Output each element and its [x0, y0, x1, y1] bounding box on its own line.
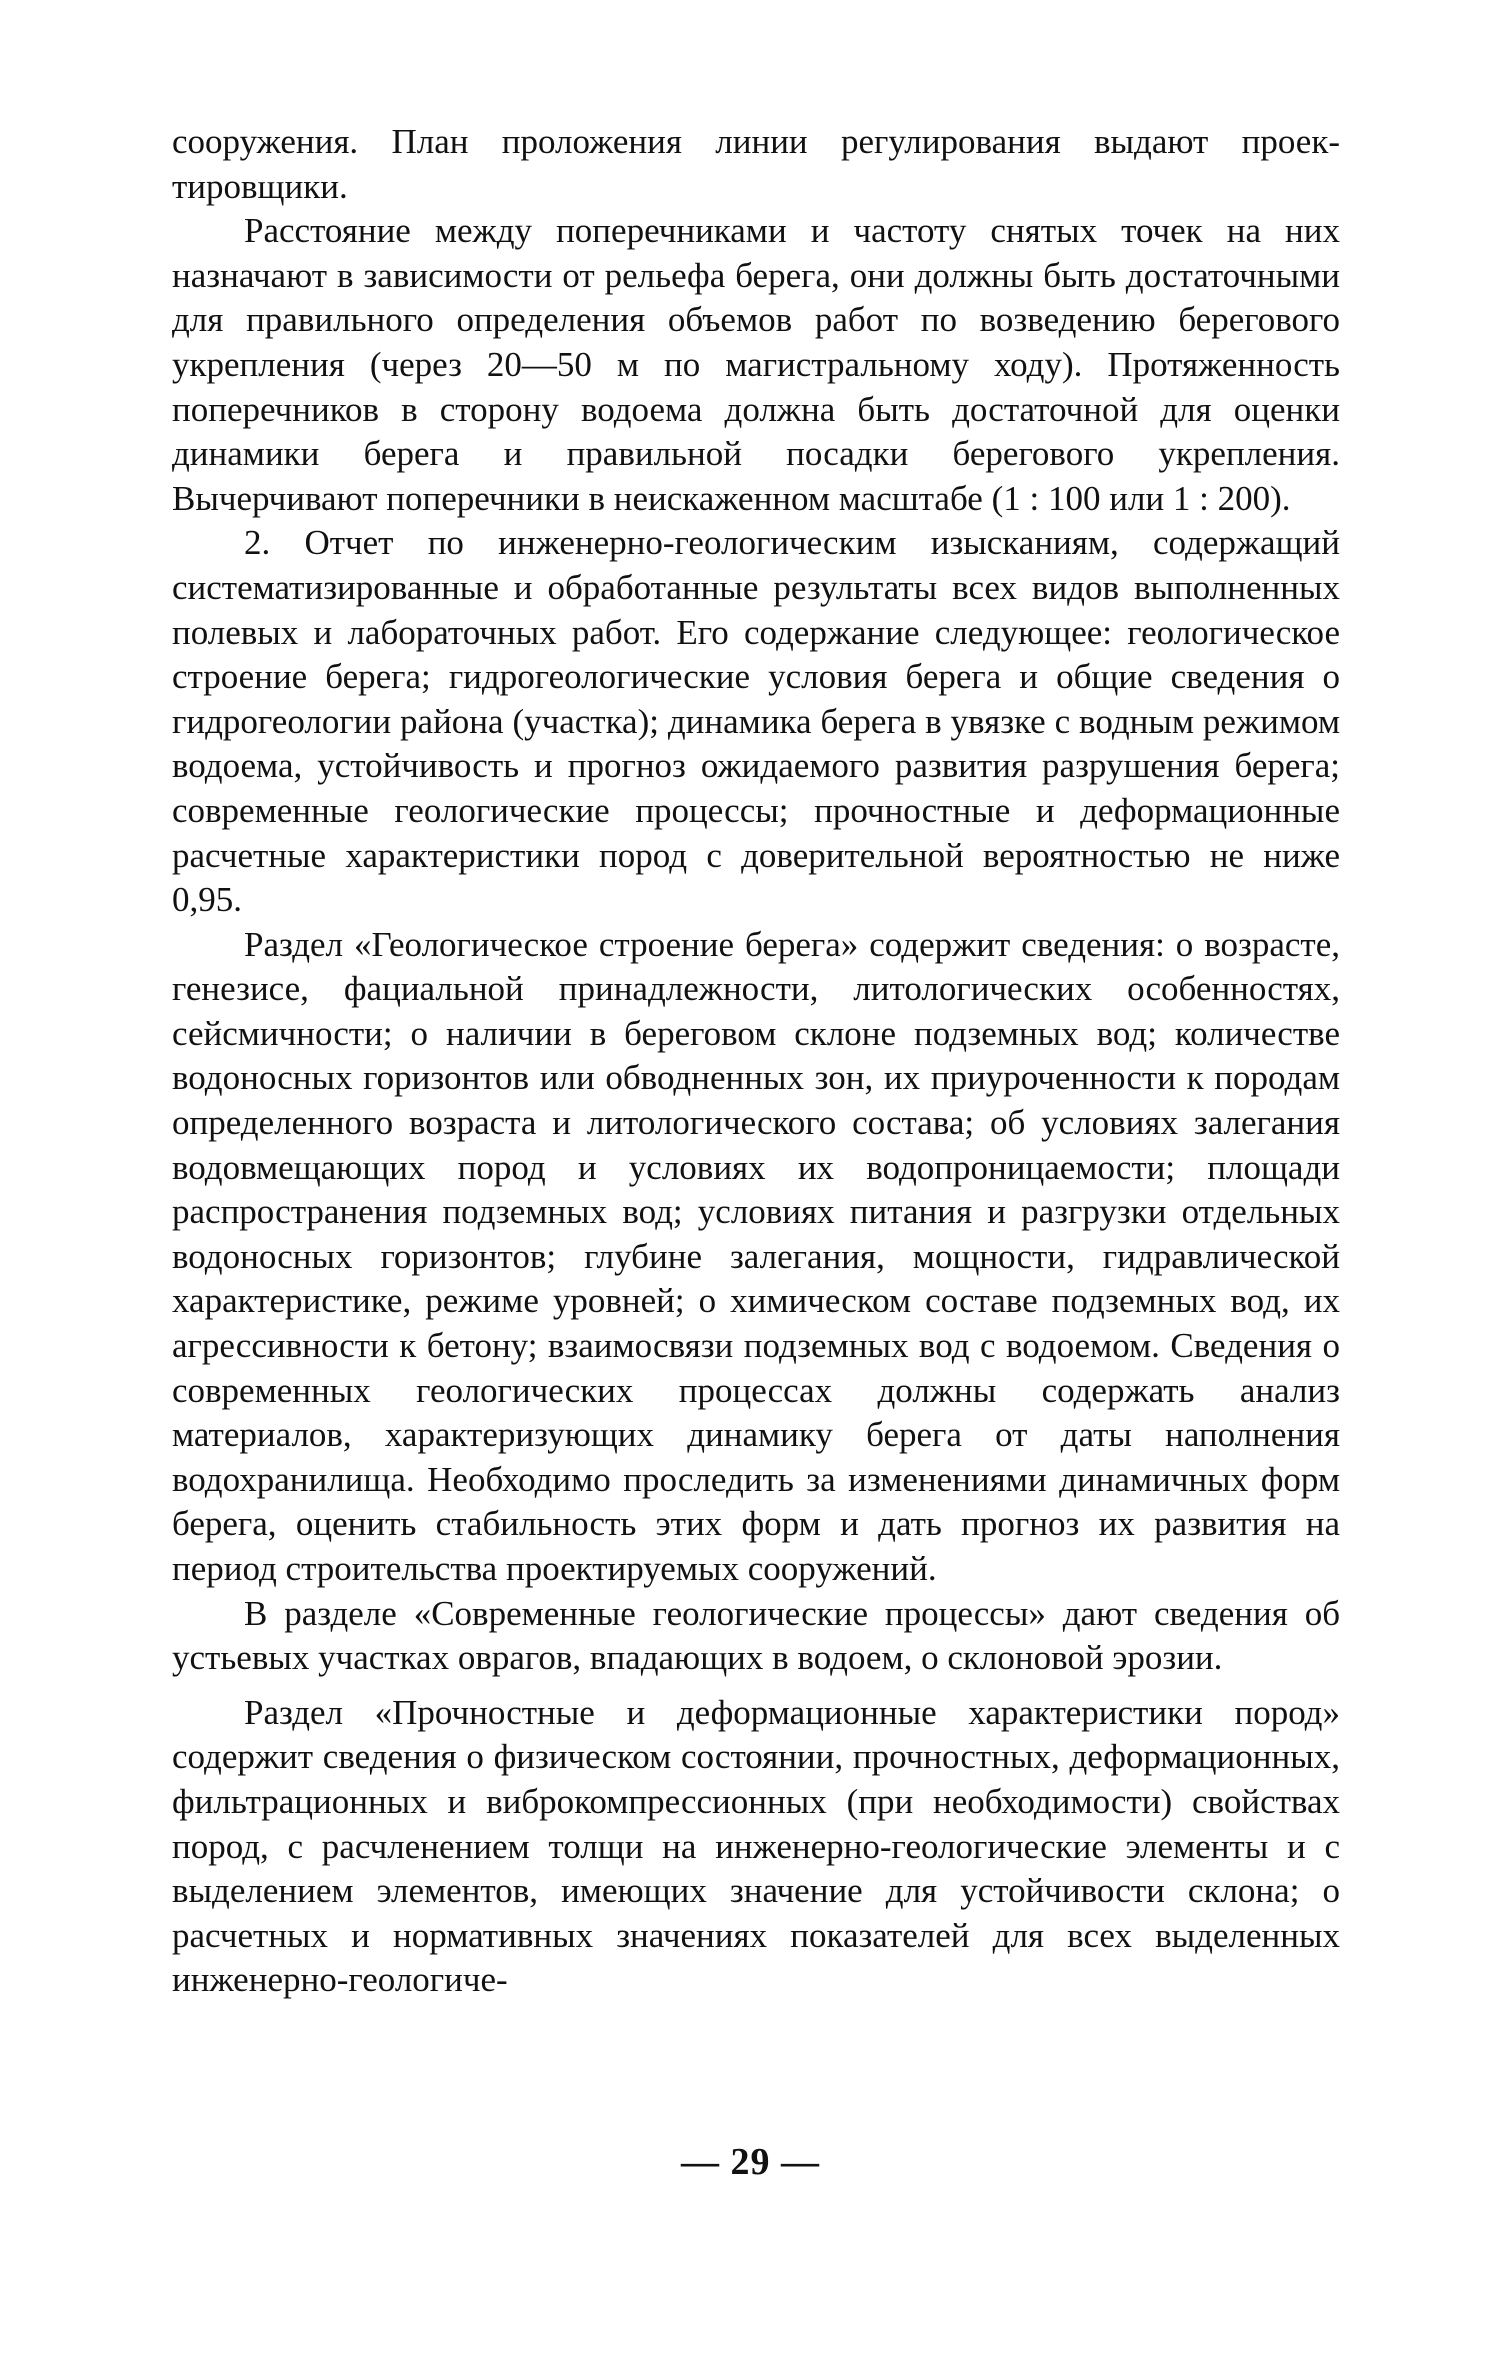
paragraph-4: Раздел «Геологическое строение берега» содержит сведения: о возрасте, генезисе, фациальной принадлежности, литологических особенностях, сейсмичности; о наличии в береговом склоне подземных вод; количестве водоносных горизонтов или обводненных зон, их приуроченности к породам определенного возраста и литологического состава; об условиях залегания водовмещающих пород и условиях их водопроницаемости; площади распространения подземных вод; условиях питания и разгрузки отдельных водоносных горизонтов; глубине залегания, мощности, гидравлической характеристике, режиме уровней; о химическом составе подземных вод, их агрессивности к бетону; взаимосвязи подземных вод с водоемом. Сведения о современных геологических процессах должны содержать анализ материалов, характеризующих динамику берега от даты наполнения водохранилища. Необходимо проследить за изменениями динамичных форм берега, оценить стабильность этих форм и дать прогноз их развития на период строительства проектируемых сооружений.	[172, 924, 1340, 1588]
page-body	[172, 120, 1340, 2003]
paragraph-5: В разделе «Современные геологические процессы» дают сведения об устьевых участках оврагов, впадающих в водоем, о склоновой эрозии.	[172, 1593, 1340, 1678]
paragraph-6: Раздел «Прочностные и деформационные характеристики пород» содержит сведения о физическом состоянии, прочностных, деформационных, фильтрационных и виброкомпрессионных (при необходимости) свойствах пород, с расчленением толщи на инженерно-геологические элементы и с выделением элементов, имеющих значение для устойчивости склона; о расчетных и нормативных значениях показателей для всех выделенных инженерно-геологиче-	[172, 1692, 1340, 2000]
paragraph-1: сооружения. План проложения линии регулирования выдают проектировщики.	[172, 122, 1340, 206]
page-number: — 29 —	[681, 2141, 820, 2183]
paragraph-2: Расстояние между поперечниками и частоту снятых точек на них назначают в зависимости от рельефа берега, они должны быть достаточными для правильного определения объемов работ по возведению берегового укрепления (через 20—50 м по магистральному ходу). Протяженность поперечников в сторону водоема должна быть достаточной для оценки динамики берега и правильной посадки берегового укрепления. Вычерчивают поперечники в неискаженном масштабе (1 : 100 или 1 : 200).	[172, 211, 1340, 518]
paragraph-3: 2. Отчет по инженерно-геологическим изысканиям, содержащий систематизированные и обработанные результаты всех видов выполненных полевых и лабораточных работ. Его содержание следующее: геологическое строение берега; гидрогеологические условия берега и общие сведения о гидрогеологии района (участка); динамика берега в увязке с водным режимом водоема, устойчивость и прогноз ожидаемого развития разрушения берега; современные геологические процессы; прочностные и деформационные расчетные характеристики пород с доверительной вероятностью не ниже 0,95.	[172, 523, 1340, 920]
